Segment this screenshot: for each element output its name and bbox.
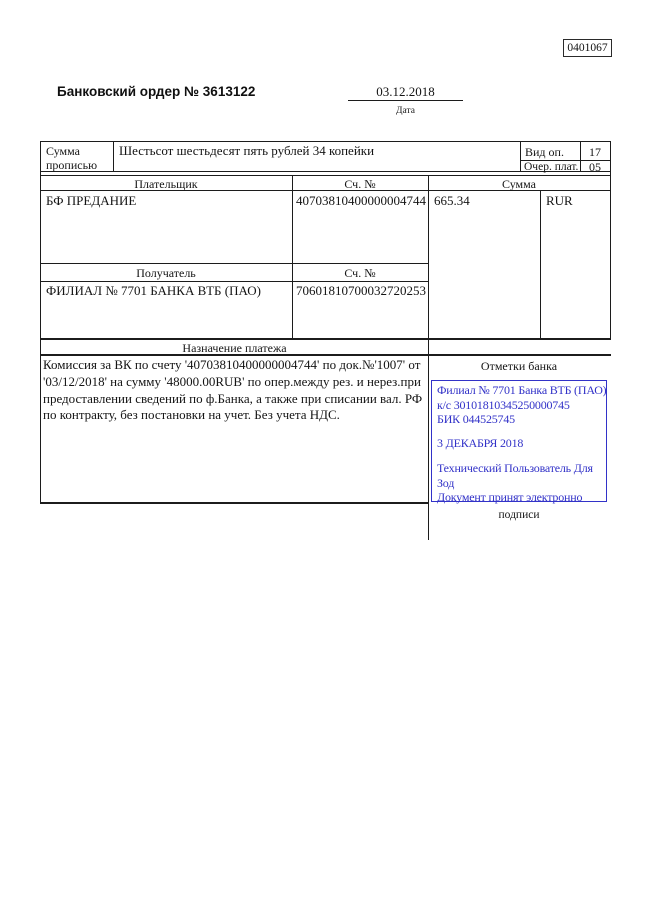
table-border-words-divider (113, 141, 114, 171)
table-border-right (610, 141, 611, 339)
purpose-text-line: Комиссия за ВК по счету '40703810400000004744' по док.№'1007' от (43, 357, 421, 372)
sum-header: Сумма (502, 177, 536, 191)
date-value: 03.12.2018 (376, 84, 435, 99)
purpose-text (43, 357, 427, 424)
payer-account-header: Сч. № (344, 177, 376, 191)
stamp-corr-account: к/с 30101810345250000745 (437, 397, 570, 412)
stamp-bik: БИК 044525745 (437, 412, 515, 426)
stamp-status-line: Документ принят электронно (437, 490, 583, 504)
date-underline (348, 100, 463, 101)
payer-header: Плательщик (134, 177, 198, 191)
purpose-text-line: '03/12/2018' на сумму '48000.00RUB' по опер.между рез. и нерез.при (43, 373, 421, 389)
operation-type-label: Вид оп. (525, 145, 564, 159)
amount-in-words-value: Шестьсот шестьдесят пять рублей 34 копейки (119, 143, 375, 158)
payee-account-header: Сч. № (344, 266, 376, 280)
amount-value: 665.34 (434, 193, 470, 208)
operation-type-value: 17 (589, 145, 601, 159)
payment-priority-label: Очер. плат. (524, 161, 579, 173)
table-border-account-sum-divider (428, 175, 429, 540)
bank-marks-header: Отметки банка (480, 359, 558, 373)
currency-code: RUR (546, 193, 573, 208)
purpose-text-line: по контракту, без постановки на учет. Без учета НДС. (43, 407, 340, 423)
payer-name: БФ ПРЕДАНИЕ (46, 193, 137, 208)
table-border-payee-header-bottom (40, 281, 429, 282)
table-border-left (40, 141, 41, 504)
table-border-top (40, 141, 611, 142)
purpose-text-line: предоставлении сведений по ф.Банка, а также при списании вал. РФ (43, 390, 423, 406)
table-border-op-left (520, 141, 521, 171)
table-border-header-top (40, 175, 611, 176)
stamp-user-line: Технический Пользователь Для (437, 461, 593, 475)
table-border-sum-currency-divider (540, 190, 541, 338)
payer-account: 40703810400000004744 (296, 193, 426, 208)
payment-priority-value: 05 (589, 160, 601, 174)
payee-header: Получатель (136, 266, 196, 280)
amount-words-label-line1: Сумма (46, 144, 80, 158)
date-label: Дата (396, 106, 415, 116)
table-border-section-bottom (40, 338, 611, 340)
signatures-label: подписи (498, 509, 540, 521)
amount-words-label-line2: прописью (46, 158, 98, 172)
payee-name: ФИЛИАЛ № 7701 БАНКА ВТБ (ПАО) (46, 283, 261, 298)
stamp-user-line: Зод (437, 475, 455, 490)
table-border-payer-account-divider (292, 175, 293, 338)
document-title: Банковский ордер № 3613122 (57, 84, 256, 99)
bank-stamp (431, 380, 607, 502)
form-code-box (563, 39, 612, 57)
purpose-header: Назначение платежа (182, 341, 287, 355)
form-code: 0401067 (567, 42, 608, 54)
table-border-purpose-bottom (40, 502, 429, 504)
stamp-date: 3 ДЕКАБРЯ 2018 (437, 435, 524, 450)
stamp-bank-name: Филиал № 7701 Банка ВТБ (ПАО) (437, 383, 607, 397)
payee-account: 70601810700032720253 (296, 283, 426, 298)
table-border-payee-header-top (40, 263, 429, 264)
